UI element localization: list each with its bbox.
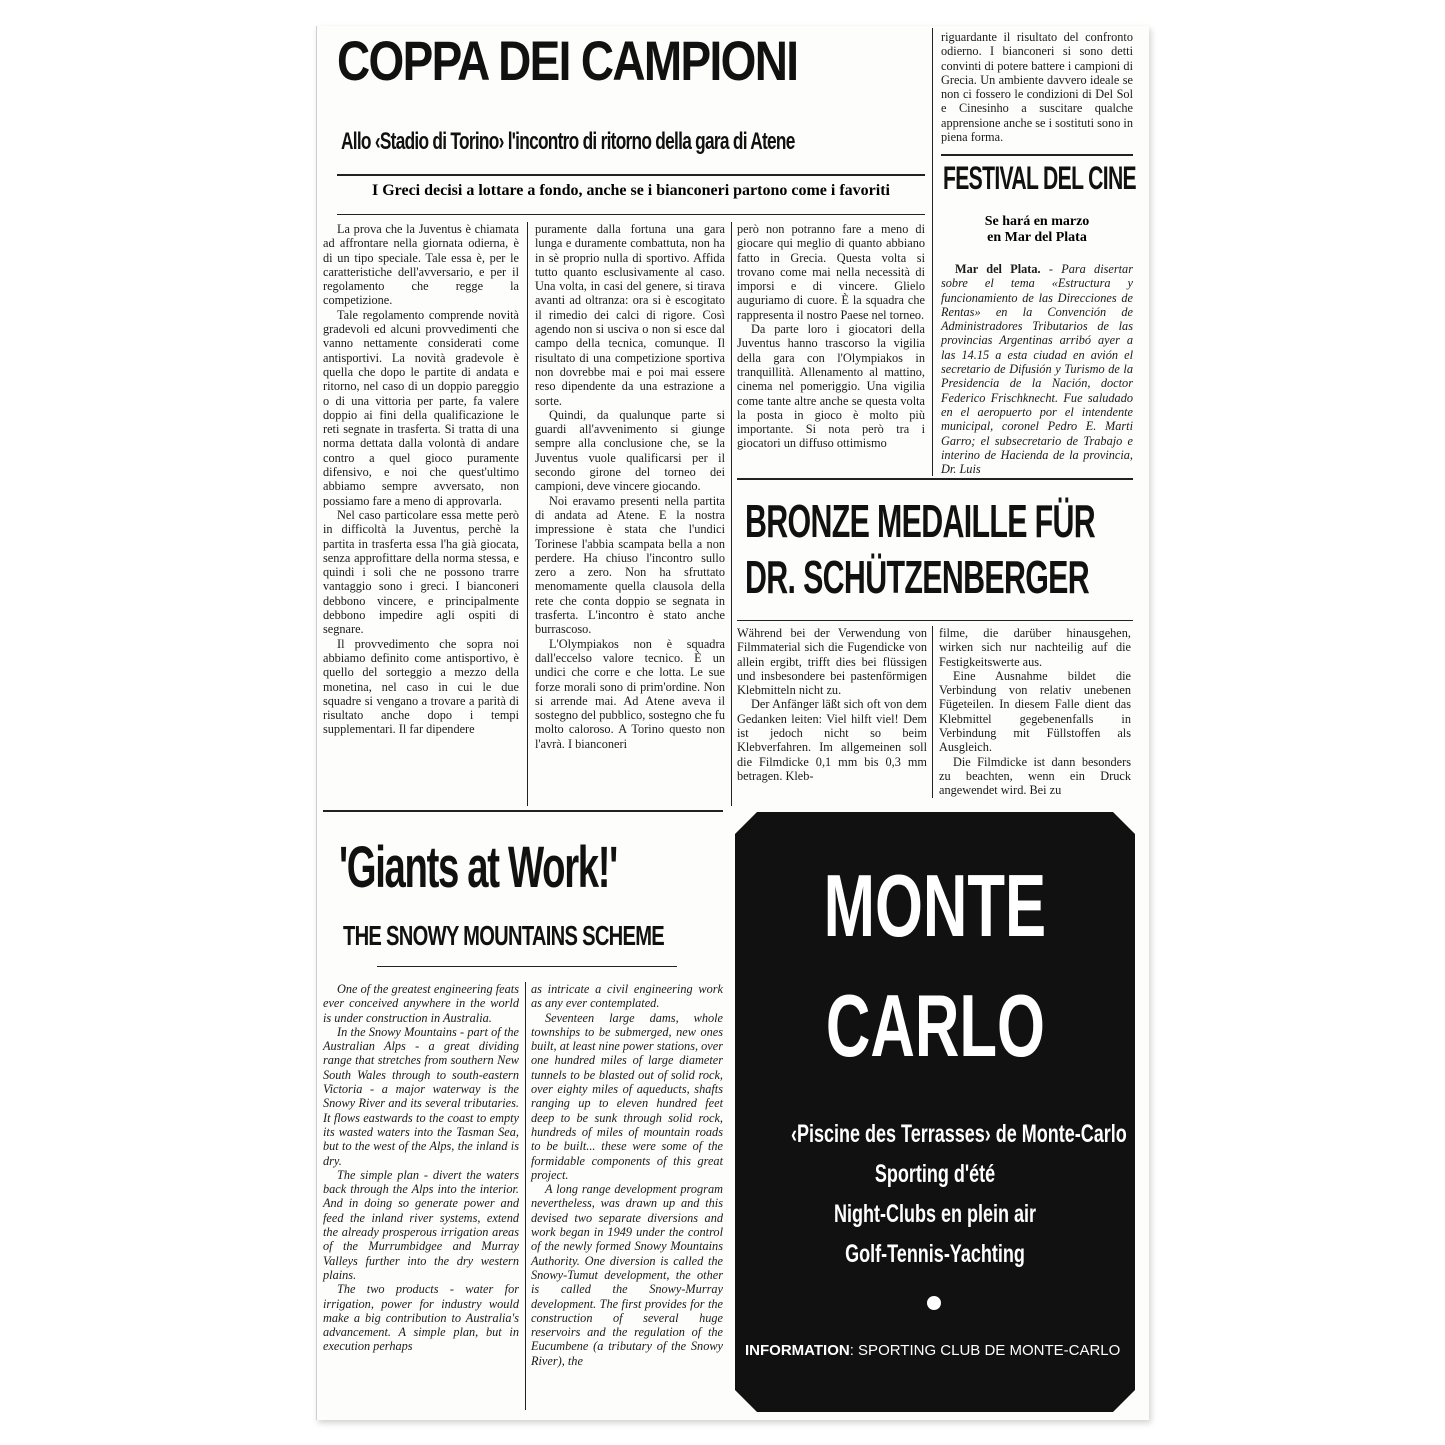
giants-column-1 bbox=[323, 982, 519, 1410]
monte-carlo-sub: Night-Clubs en plein air bbox=[833, 1200, 1037, 1228]
festival-subhead bbox=[941, 214, 1133, 246]
coppa-column-2 bbox=[535, 222, 725, 806]
giants-subhead: THE SNOWY MOUNTAINS SCHEME bbox=[343, 920, 665, 951]
bronze-headline-line1: BRONZE MEDAILLE FÜR bbox=[745, 495, 1096, 547]
monte-carlo-line2: CARLO bbox=[825, 976, 1045, 1075]
paragraph: Während bei der Verwendung von Filmmaterial sich die Fugendicke von allein ergibt, trifft dies bei flüssigen und insbesondere bei pastenförmigen Klebmitteln nicht zu. bbox=[737, 626, 927, 698]
festival-headline: FESTIVAL DEL CINE bbox=[943, 160, 1136, 196]
festival-subhead-line: Se hará en marzo bbox=[984, 214, 1090, 229]
monte-carlo-sub: Golf-Tennis-Yachting bbox=[845, 1240, 1025, 1268]
monte-carlo-sub: ‹Piscine des Terrasses› de Monte-Carlo bbox=[791, 1120, 1127, 1148]
coppa-headline: COPPA DEI CAMPIONI bbox=[337, 29, 798, 92]
paragraph: Noi eravamo presenti nella partita di andata ad Atene. E la nostra impressione è stata che l'undici Torinese l'abbia scampata bella a non perdere. Ha chiuso l'incontro sullo zero a zero. Non ha sfruttato menomamente quella clausola della rete che conta doppio se segnata in trasferta. L'incontro è stato anche burrascoso. bbox=[535, 493, 725, 637]
paragraph: A long range development program nevertheless, was drawn up and this devised two separate diversions and work began in 1949 under the control of the newly formed Snowy Mountains Authority. One diversion is called the Snowy-Tumut development, the other is called the Snowy-Murray development. The first provides for the construction of several huge reservoirs and the regulation of the Eucumbene (a tributary of the Snowy River), the bbox=[531, 1182, 723, 1368]
coppa-deck: I Greci decisi a lottare a fondo, anche se i bianconeri partono come i favoriti bbox=[371, 182, 890, 199]
column-rule bbox=[932, 626, 933, 798]
giants-rule-top bbox=[323, 810, 723, 812]
paragraph: Eine Ausnahme bildet die Verbindung von relativ unebenen Fügeteilen. In diesem Falle dient das Klebmittel gegebenenfalls in Verbindung mit Füllstoffen als Ausgleich. bbox=[939, 668, 1131, 755]
monte-carlo-title bbox=[735, 846, 1135, 966]
paragraph: Nel caso particolare essa mette però in difficoltà la Juventus, perchè la partita in trasferta essa l'ha già giocata, senza approfittare della norma stessa, e quindi i soli che ne possono trarre vantaggio sono i greci. I bianconeri debbono vincere, e principalmente debbono impedire agli ospiti di segnare. bbox=[323, 507, 519, 637]
bronze-headline-line2: DR. SCHÜTZENBERGER bbox=[745, 551, 1090, 603]
info-text: : SPORTING CLUB DE MONTE-CARLO bbox=[849, 1342, 1121, 1359]
paragraph: Il provvedimento che sopra noi abbiamo definito come antisportivo, è quello del sorteggio a mezzo della monetina, nel caso in cui le due squadre si vengano a trovare a parità di risultato anche dopo i tempi supplementari. Il far dipendere bbox=[323, 636, 519, 737]
monte-carlo-title-2 bbox=[735, 966, 1135, 1086]
coppa-rule-deck bbox=[337, 214, 925, 215]
column-rule bbox=[527, 222, 528, 806]
paragraph: In the Snowy Mountains - part of the Australian Alps - a great dividing range that stretches from southern New South Wales through to south-eastern Victoria - a major waterway is the Snowy River and its several tributaries. It flows eastwards to the coast to empty its wasted waters into the Tasman Sea, but to the west of the Alps, the inland is dry. bbox=[323, 1024, 519, 1168]
paragraph: The two products - water for irrigation, power for industry would make a big contribution to Australia's advancement. A simple plan, but in execution perhaps bbox=[323, 1282, 519, 1354]
paragraph: puramente dalla fortuna una gara lunga e duramente combattuta, non ha in sè proprio nulla di sportivo. Affida tutto quanto esclusivamente al caso. Una volta, in casi del genere, si tirava avanti ad oltranza: ora si è escogitato il rimedio dei calci di rigore. Così agendo non si usciva o non si esce dal campo della tecnica, comunque. Il risultato di una competizione sportiva non dovrebbe mai e poi mai essere reso dipendente da una estrazione a sorte. bbox=[535, 222, 725, 408]
column-rule bbox=[525, 982, 526, 1410]
bronze-column-1 bbox=[737, 626, 927, 798]
monte-carlo-info bbox=[745, 1342, 1125, 1359]
paragraph: Die Filmdicke ist dann besonders zu beachten, wenn ein Druck angewendet wird. Bei zu bbox=[939, 754, 1131, 798]
info-label: INFORMATION bbox=[745, 1342, 850, 1359]
column-rule bbox=[932, 28, 933, 476]
paragraph: Quindi, da qualunque parte si guardi all'avvenimento si giunge sempre alla conclusione che, se la Juventus vuole qualificarsi per il secondo girone del torneo dei campioni, deve vincere giocando. bbox=[535, 407, 725, 494]
paragraph: Tale regolamento comprende novità gradevoli ed alcuni provvedimenti che vanno nettamente considerati come antisportivi. La novità gradevole è quella che dopo le partite di andata e ritorno, nel caso di un doppio pareggio o di una vittoria per parte, fa valere doppio ai fini della qualificazione le reti segnate in trasferta. Si tratta di una norma dettata dalla volontà di andare contro a quel gioco puramente difensivo, e noi che quest'ultimo abbiamo sempre avversato, non possiamo fare a meno di approvarla. bbox=[323, 307, 519, 508]
festival-body bbox=[941, 262, 1133, 477]
giants-column-2 bbox=[531, 982, 723, 1410]
monte-carlo-details bbox=[735, 1114, 1135, 1274]
paragraph: L'Olympiakos non è squadra dall'eccelso valore tecnico. È un undici che corre e che lotta. Le sue forze morali sono di prim'ordine. Non si arrende mai. Ad Atene aveva il sostegno del pubblico, sostegno che fu molto caloroso. A Torino questo non l'avrà. I bianconeri bbox=[535, 636, 725, 751]
paragraph: Seventeen large dams, whole townships to be submerged, new ones built, at least nine power stations, over one hundred miles of large diameter tunnels to be blasted out of solid rock, over eighty miles of aqueducts, shafts ranging up to eleven hundred feet deep to be sunk through solid rock, hundreds of miles of mountain roads to be built... these were some of the formidable components of this great project. bbox=[531, 1010, 723, 1182]
coppa-column-4 bbox=[941, 30, 1133, 148]
coppa-subhead: Allo ‹Stadio di Torino› l'incontro di ritorno della gara di Atene bbox=[341, 128, 795, 155]
paragraph: as intricate a civil engineering work as any ever contemplated. bbox=[531, 982, 723, 1011]
festival-subhead-line: en Mar del Plata bbox=[987, 230, 1087, 245]
bronze-rule bbox=[737, 620, 1133, 621]
paragraph: Da parte loro i giocatori della Juventus hanno trascorso la vigilia della gara con l'Olympiakos in tranquillità. Allenamento al mattino, cinema nel pomeriggio. Una vigilia come tante altre anche se questa volta la posta in gioco è molto più importante. Si nota però tra i giocatori un diffuso ottimismo bbox=[737, 322, 925, 451]
paragraph: riguardante il risultato del confronto odierno. I bianconeri si sono detti convinti di potere battere i campioni di Grecia. Un ambiente davvero ideale se non ci fossero le condizioni di Del Sol e Cinesinho a suscitare qualche apprensione anche se i sostituti sono in piena forma. bbox=[941, 30, 1133, 145]
paragraph: La prova che la Juventus è chiamata ad affrontare nella giornata odierna, è di un tipo speciale. Tale essa è, per le caratteristiche dell'avversario, e per il regolamento che regge la competizione. bbox=[323, 222, 519, 308]
paragraph: Der Anfänger läßt sich oft von dem Gedanken leiten: Viel hilft viel! Dem ist jedoch nicht so beim Klebverfahren. Im allgemeinen soll die Filmdicke 0,1 mm bis 0,3 mm betragen. Kleb- bbox=[737, 697, 927, 783]
paragraph: One of the greatest engineering feats ever conceived anywhere in the world is under construction in Australia. bbox=[323, 982, 519, 1025]
monte-carlo-sub: Sporting d'été bbox=[874, 1160, 996, 1188]
bronze-rule-top bbox=[737, 478, 1133, 480]
coppa-rule-top bbox=[337, 174, 925, 176]
coppa-column-1 bbox=[323, 222, 519, 806]
paragraph: The simple plan - divert the waters back through the Alps into the interior. And in doing so generate power and feed the inland river systems, extend the already prosperous irrigation areas of the Murrumbidgee and Murray Valleys further into the dry western plains. bbox=[323, 1167, 519, 1282]
festival-rule bbox=[941, 154, 1133, 156]
paragraph: però non potranno fare a meno di giocare qui meglio di quanto abbiano fatto in Grecia. Questa volta si trovano come mai nella necessità di imporsi e di vincere. Glielo auguriamo di cuore. È la squadra che rappresenta il nostro Paese nel torneo. bbox=[737, 222, 925, 322]
festival-dateline: Mar del Plata. bbox=[955, 262, 1041, 276]
column-rule bbox=[731, 222, 732, 806]
paragraph: filme, die darüber hinausgehen, wirken sich nur nachteilig auf die Festigkeitswerte aus. bbox=[939, 626, 1131, 669]
newspaper-card bbox=[316, 26, 1149, 1420]
giants-rule bbox=[377, 966, 677, 967]
monte-carlo-line1: MONTE bbox=[823, 856, 1047, 955]
festival-text: - Para disertar sobre el tema «Estructura y funcionamiento de las Direcciones de Rentas» en la Convención de Administradores Tributarios de las provincias Argentinas arribó ayer a las 14.15 a esta ciudad en avión el secretario de Difusión y Turismo de la Presidencia de la Nación, doctor Federico Frischknecht. Fue saludado en el aeropuerto por el intendente municipal, coronel Pedro E. Marti Garro; el subsecretario de Trabajo e interino de Hacienda de la provincia, Dr. Luis bbox=[941, 262, 1133, 477]
bullet-dot-icon bbox=[927, 1296, 941, 1310]
giants-headline: 'Giants at Work!' bbox=[339, 835, 617, 900]
coppa-column-3 bbox=[737, 222, 925, 476]
bronze-column-2 bbox=[939, 626, 1131, 798]
